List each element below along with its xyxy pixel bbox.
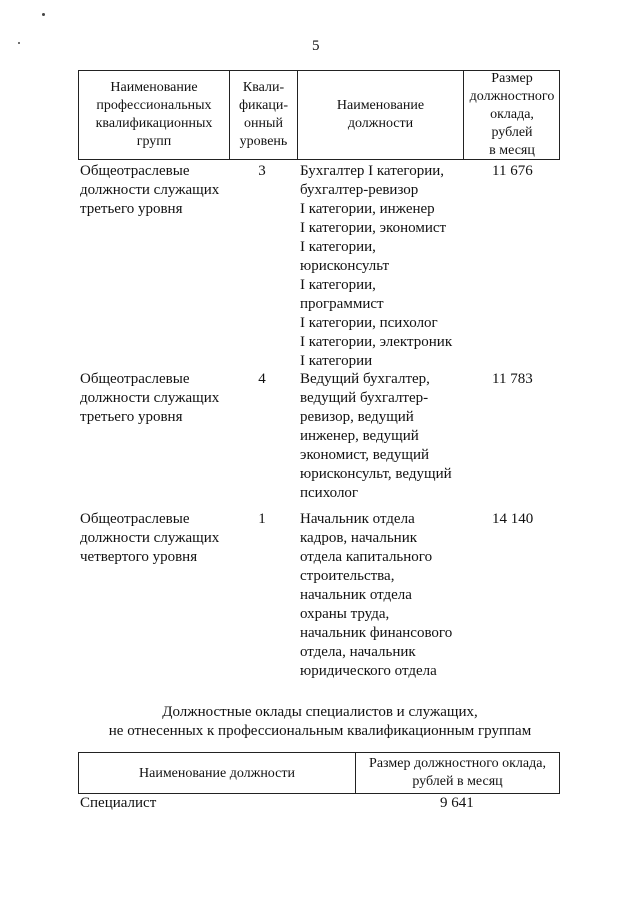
header-salary: Размер должностного оклада, рублей в месяц: [469, 71, 555, 158]
row1-level: 3: [258, 163, 266, 179]
header-level: Квали- фикаци- онный уровень: [238, 80, 288, 149]
table2-row-salary: 9 641: [440, 795, 474, 811]
table2-row-position: Специалист: [80, 795, 157, 811]
page-number: 5: [312, 38, 320, 54]
table1-header: [78, 70, 560, 160]
row3-salary: 14 140: [492, 511, 534, 527]
header-position-name: Наименование должности: [139, 766, 295, 781]
header-position: Наименование должности: [336, 98, 425, 131]
header-salary-size: Размер должностного оклада, рублей в месяц: [369, 756, 546, 789]
header-group: Наименование профессиональных квалификационных групп: [95, 80, 213, 149]
row1-group: Общеотраслевые должности служащих третьего уровня: [80, 163, 220, 217]
table2-header: [78, 752, 560, 794]
row3-group: Общеотраслевые должности служащих четвертого уровня: [80, 511, 220, 565]
row2-salary: 11 783: [492, 371, 533, 387]
row2-level: 4: [258, 371, 266, 387]
scan-speck: [42, 13, 45, 16]
row3-level: 1: [258, 511, 266, 527]
row1-positions: Бухгалтер I категории, бухгалтер-ревизор I категории, инженер I категории, экономист I категории, юрисконсульт I категории, программист I категории, психолог I категории, электроник I категории: [300, 163, 453, 369]
row3-positions: Начальник отдела кадров, начальник отдела капитального строительства, начальник отдела охраны труда, начальник финансового отдела, начальник юридического отдела: [300, 511, 453, 679]
row2-positions: Ведущий бухгалтер, ведущий бухгалтер- ревизор, ведущий инженер, ведущий экономист, ведущий юрисконсульт, ведущий психолог: [300, 371, 452, 501]
scan-speck: [18, 42, 20, 44]
section-heading: Должностные оклады специалистов и служащих, не отнесенных к профессиональным квалификационным группам: [108, 704, 532, 739]
row1-salary: 11 676: [492, 163, 533, 179]
row2-group: Общеотраслевые должности служащих третьего уровня: [80, 371, 220, 425]
